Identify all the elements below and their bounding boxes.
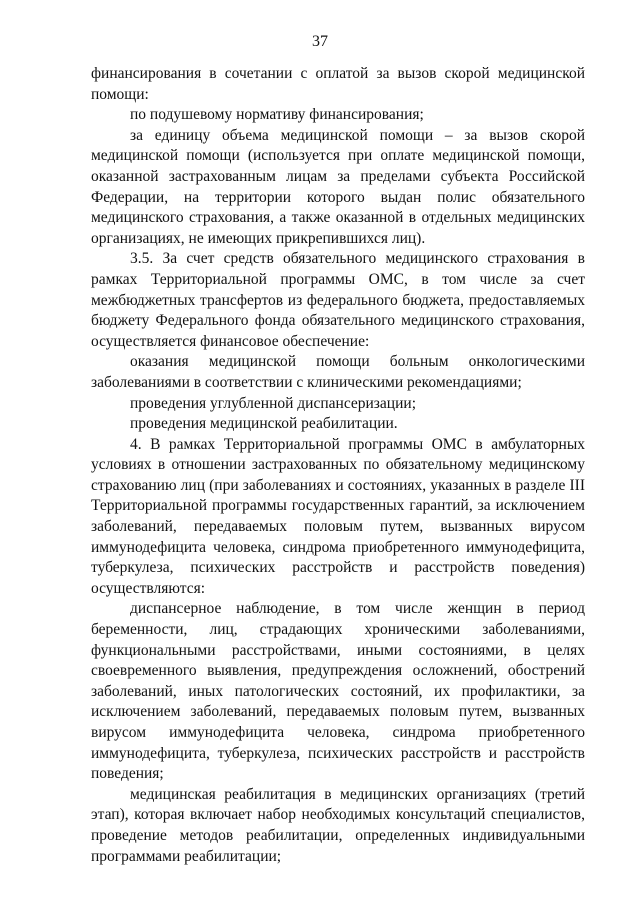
paragraph-section-4: 4. В рамках Территориальной программы ОМС в амбулаторных условиях в отношении застрахованных по обязательному медицинскому страхованию лиц (при заболеваниях и состояниях, указанных в разделе III Территориальной программы государственных гарантий, за исключением заболеваний, передаваемых половым путем, вызванных вирусом иммунодефицита человека, синдрома приобретенного иммунодефицита, туберкулеза, психических расстройств и расстройств поведения) осуществляются: bbox=[91, 435, 585, 597]
paragraph-dispensary: проведения углубленной диспансеризации; bbox=[130, 394, 417, 412]
paragraph-oncology: оказания медицинской помощи больным онкологическими заболеваниями в соответствии с клиническими рекомендациями; bbox=[91, 353, 585, 391]
page-number: 37 bbox=[312, 33, 328, 50]
paragraph-dispensary-observation: диспансерное наблюдение, в том числе женщин в период беременности, лиц, страдающих хроническими заболеваниями, функциональными расстройствами, иными состояниями, в целях своевременного выявления, предупреждения осложнений, обострений заболеваний, иных патологических состояний, их профилактики, за исключением заболеваний, передаваемых половым путем, вызванных вирусом иммунодефицита человека, синдрома приобретенного иммунодефицита, туберкулеза, психических расстройств и расстройств поведения; bbox=[91, 600, 585, 783]
paragraph-section-3-5: 3.5. За счет средств обязательного медицинского страхования в рамках Территориальной программы ОМС, в том числе за счет межбюджетных трансфертов из федерального бюджета, предоставляемых бюджету Федерального фонда обязательного медицинского страхования, осуществляется финансовое обеспечение: bbox=[91, 250, 585, 350]
paragraph-medical-rehabilitation: медицинская реабилитация в медицинских организациях (третий этап), которая включает набор необходимых консультаций специалистов, проведение методов реабилитации, определенных индивидуальными программами реабилитации; bbox=[91, 785, 585, 865]
paragraph-unit-volume: за единицу объема медицинской помощи – за вызов скорой медицинской помощи (используется при оплате медицинской помощи, оказанной застрахованным лицам за пределами субъекта Российской Федерации, на территории которого выдан полис обязательного медицинского страхования, а также оказанной в отдельных медицинских организациях, не имеющих прикрепившихся лиц). bbox=[91, 126, 585, 247]
paragraph-continuation: финансирования в сочетании с оплатой за вызов скорой медицинской помощи: bbox=[91, 65, 585, 103]
document-body bbox=[91, 64, 585, 867]
paragraph-rehabilitation: проведения медицинской реабилитации. bbox=[130, 415, 398, 433]
paragraph-per-capita: по подушевому нормативу финансирования; bbox=[130, 106, 424, 124]
